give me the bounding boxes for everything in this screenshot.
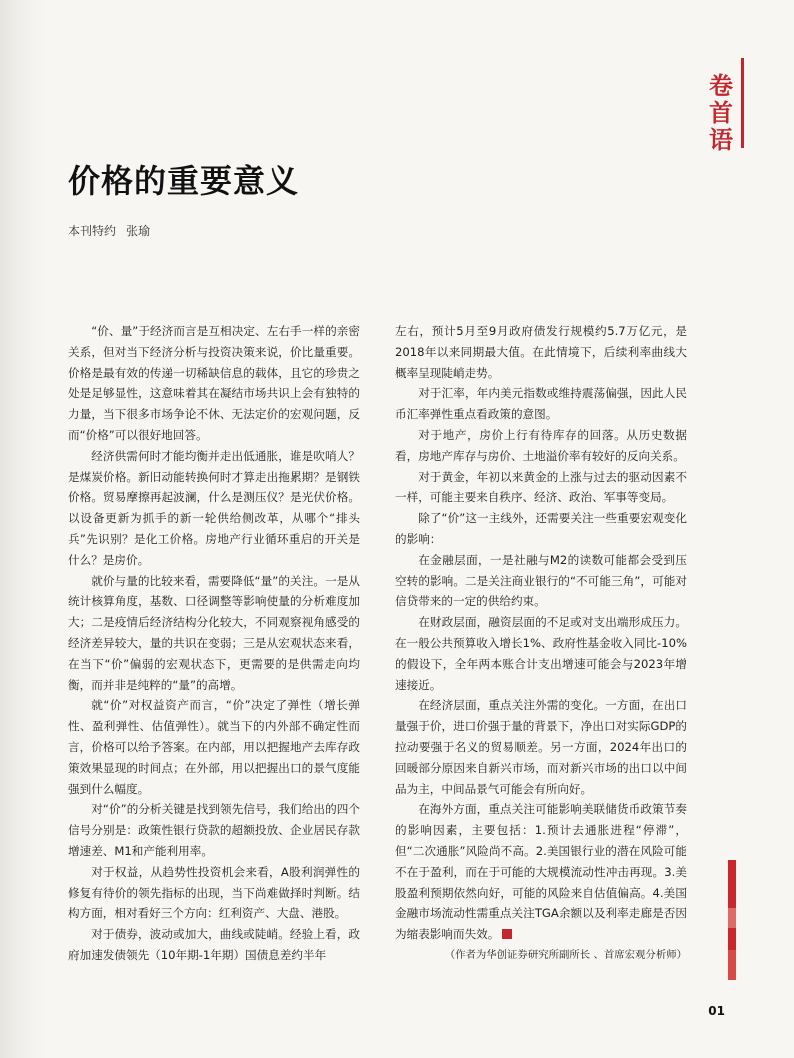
side-decor-bar [728, 928, 736, 950]
author-note: （作者为华创证券研究所副所长 、首席宏观分析师） [444, 948, 687, 961]
column-label-rule [741, 58, 744, 148]
side-decor-bar [728, 860, 736, 908]
column-label: 卷 首 语 [709, 71, 733, 154]
article-title: 价格的重要意义 [68, 162, 300, 200]
paragraph: 对于债券，波动或加大，曲线或陡峭。经验上看，政府加速发债领先（10年期-1年期）国债息差约半年 [68, 927, 360, 962]
left-column [68, 321, 360, 966]
paragraph: 就“价”对权益资产而言，“价”决定了弹性（增长弹性、盈利弹性、估值弹性）。就当下的内外部不确定性而言，价格可以给予答案。在内部，用以把握地产去库存政策效果显现的时间点；在外部，用以把握出口的景气度能强到什么幅度。 [68, 698, 360, 796]
paragraph-continued: 左右，预计5月至9月政府债发行规模约5.7万亿元，是2018年以来同期最大值。在此情境下，后续利率曲线大概率呈现陡峭走势。 [395, 324, 687, 380]
paragraph: 经济供需何时才能均衡并走出低通胀，谁是吹哨人？是煤炭价格。新旧动能转换何时才算走出拖累期？是钢铁价格。贸易摩擦再起波澜，什么是测压仪？是光伏价格。以设备更新为抓手的新一轮供给侧改革，从哪个“排头兵”先识别？是化工价格。房地产行业循环重启的开关是什么？是房价。 [68, 448, 360, 567]
paragraph: 对于权益，从趋势性投资机会来看，A股利润弹性的修复有待价的领先指标的出现，当下尚难做择时判断。结构方面，相对看好三个方向：红利资产、大盘、港股。 [68, 864, 360, 921]
paragraph: 除了“价”这一主线外，还需要关注一些重要宏观变化的影响： [395, 511, 687, 546]
side-decor-bar [728, 908, 736, 928]
byline-role: 本刊特约 [68, 224, 117, 238]
page-gutter-shadow [0, 0, 46, 1058]
paragraph: 在财政层面，融资层面的不足或对支出端形成压力。在一般公共预算收入增长1%、政府性基金收入同比-10%的假设下，全年两本账合计支出增速可能会与2023年增速接近。 [395, 615, 687, 692]
right-column [395, 321, 687, 966]
paragraph: 在经济层面，重点关注外需的变化。一方面，在出口量强于价，进口价强于量的背景下，净出口对实际GDP的拉动要强于名义的贸易顺差。另一方面，2024年出口的回暖部分原因来自新兴市场，而对新兴市场的出口以中间品为主，中间品景气可能会有所向好。 [395, 698, 687, 796]
paragraph-last-text: 在海外方面，重点关注可能影响美联储货币政策节奏的影响因素，主要包括：1.预计去通胀进程“停滞”，但“二次通胀”风险尚不高。2.美国银行业的潜在风险可能不在于盈利，而在于可能的大规模流动性冲击再现。3.美股盈利预期依然向好，可能的风险来自估值偏高。4.美国金融市场流动性需重点关注TGA余额以及利率走廊是否因为缩表影响而失效。 [395, 802, 687, 942]
byline [68, 222, 150, 239]
paragraph: “价、量”于经济而言是互相决定、左右手一样的亲密关系，但对当下经济分析与投资决策来说，价比量重要。价格是最有效的传递一切稀缺信息的载体，且它的珍贵之处是足够显性，这意味着其在凝结市场共识上会有独特的力量，当下很多市场争论不休、无法定价的宏观问题，反而“价格”可以很好地回答。 [68, 324, 360, 442]
side-decor-bar [728, 950, 736, 980]
paragraph: 对于地产，房价上行有待库存的回落。从历史数据看，房地产库存与房价、土地溢价率有较好的反向关系。 [395, 427, 687, 463]
byline-author: 张瑜 [126, 224, 151, 238]
paragraph: 对“价”的分析关键是找到领先信号，我们给出的四个信号分别是：政策性银行贷款的超额投放、企业居民存款增速差、M1和产能利用率。 [68, 802, 360, 858]
paragraph: 在金融层面，一是社融与M2的读数可能都会受到压空转的影响。二是关注商业银行的“不可能三角”，可能对信贷带来的一定的供给约束。 [395, 552, 687, 609]
paragraph: 对于黄金，年初以来黄金的上涨与过去的驱动因素不一样，可能主要来自秩序、经济、政治、军事等变局。 [395, 469, 687, 505]
page-number: 01 [708, 1004, 725, 1018]
paragraph: 对于汇率，年内美元指数或维持震荡偏强，因此人民币汇率弹性重点看政策的意图。 [395, 386, 687, 422]
paragraph-last [395, 799, 687, 945]
end-mark-icon [502, 929, 512, 939]
paragraph: 就价与量的比较来看，需要降低“量”的关注。一是从统计核算角度，基数、口径调整等影响使量的分析难度加大；二是疫情后经济结构分化较大，不同观察视角感受的经济差异较大，量的共识在变弱；三是从宏观状态来看，在当下“价”偏弱的宏观状态下，更需要的是供需走向均衡，而并非是纯粹的“量”的高增。 [68, 573, 360, 692]
